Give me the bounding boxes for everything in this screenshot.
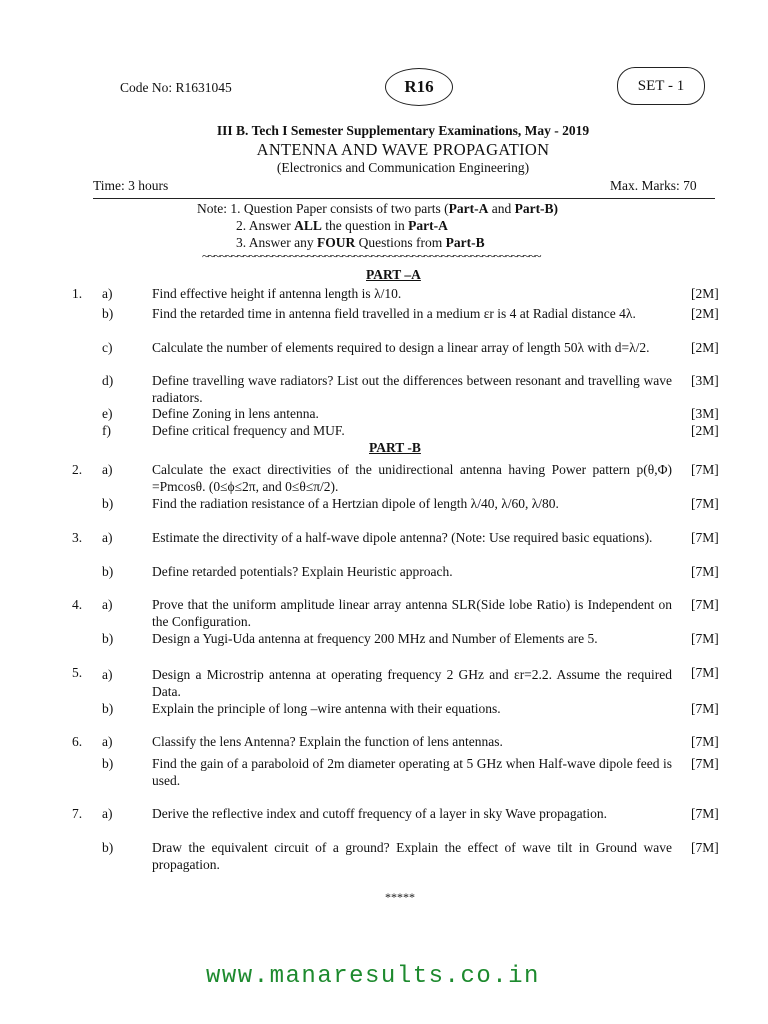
- exam-title: III B. Tech I Semester Supplementary Examinations, May - 2019: [216, 123, 590, 138]
- note-line-1: Note: 1. Question Paper consists of two parts (Part-A and Part-B): [197, 201, 559, 216]
- sub-label: b): [102, 306, 114, 321]
- marks: [7M]: [691, 806, 719, 821]
- question-text: Find effective height if antenna length is λ/10.: [152, 286, 402, 301]
- marks: [7M]: [691, 840, 719, 855]
- note-line-3: 3. Answer any FOUR Questions from Part-B: [236, 235, 485, 250]
- sub-label: a): [102, 667, 113, 682]
- question-text: Prove that the uniform amplitude linear array antenna SLR(Side lobe Ratio) is Independent on the Configuration.: [152, 597, 672, 629]
- question-text: Define Zoning in lens antenna.: [152, 406, 319, 421]
- question-number: 7.: [72, 806, 83, 821]
- sub-label: b): [102, 564, 114, 579]
- sub-label: a): [102, 806, 113, 821]
- marks: [7M]: [691, 496, 719, 511]
- sub-label: b): [102, 496, 114, 511]
- question-number: 5.: [72, 665, 83, 680]
- part-a-heading: PART –A: [366, 267, 421, 282]
- question-number: 1.: [72, 286, 83, 301]
- sub-label: a): [102, 530, 113, 545]
- marks: [2M]: [691, 306, 719, 321]
- question-number: 2.: [72, 462, 83, 477]
- question-text: Classify the lens Antenna? Explain the function of lens antennas.: [152, 734, 503, 749]
- question-text: Define retarded potentials? Explain Heuristic approach.: [152, 564, 453, 579]
- marks: [7M]: [691, 462, 719, 477]
- question-text: Find the retarded time in antenna field travelled in a medium εr is 4 at Radial distance 4λ.: [152, 306, 636, 321]
- note-line-2: 2. Answer ALL the question in Part-A: [236, 218, 448, 233]
- instructions: [197, 200, 558, 251]
- marks: [7M]: [691, 756, 719, 771]
- sub-label: b): [102, 840, 114, 855]
- marks: [7M]: [691, 631, 719, 646]
- code-number: Code No: R1631045: [120, 80, 232, 95]
- question-text: Define travelling wave radiators? List out the differences between resonant and travelling wave radiators.: [152, 373, 672, 405]
- question-text: Design a Yugi-Uda antenna at frequency 200 MHz and Number of Elements are 5.: [152, 631, 598, 646]
- regulation-badge: R16: [385, 68, 453, 106]
- set-badge: SET - 1: [617, 67, 705, 105]
- marks: [3M]: [691, 406, 719, 421]
- marks: [2M]: [691, 286, 719, 301]
- sub-label: a): [102, 462, 113, 477]
- marks: [7M]: [691, 597, 719, 612]
- sub-label: d): [102, 373, 114, 388]
- footer-website: www.manaresults.co.in: [206, 963, 540, 990]
- divider-tilde: ~~~~~~~~~~~~~~~~~~~~~~~~~~~~~~~~~~~~~~~~~~~~~~~~~~~~~~~~~~: [202, 248, 541, 263]
- marks: [3M]: [691, 373, 719, 388]
- question-number: 3.: [72, 530, 83, 545]
- sub-label: b): [102, 631, 114, 646]
- question-text: Calculate the number of elements required to design a linear array of length 50λ with d=λ/2.: [152, 340, 650, 355]
- sub-label: a): [102, 597, 113, 612]
- marks: [2M]: [691, 423, 719, 438]
- question-text: Find the radiation resistance of a Hertzian dipole of length λ/40, λ/60, λ/80.: [152, 496, 559, 511]
- question-text: Explain the principle of long –wire antenna with their equations.: [152, 701, 501, 716]
- header-rule: [93, 198, 715, 199]
- sub-label: f): [102, 423, 111, 438]
- department: (Electronics and Communication Engineering): [276, 160, 530, 175]
- sub-label: a): [102, 286, 113, 301]
- time-duration: Time: 3 hours: [93, 178, 169, 193]
- subject-title: ANTENNA AND WAVE PROPAGATION: [256, 140, 550, 159]
- marks: [2M]: [691, 340, 719, 355]
- end-mark: *****: [385, 890, 415, 904]
- sub-label: e): [102, 406, 113, 421]
- marks: [7M]: [691, 701, 719, 716]
- sub-label: c): [102, 340, 113, 355]
- sub-label: b): [102, 701, 114, 716]
- sub-label: a): [102, 734, 113, 749]
- question-text: Design a Microstrip antenna at operating frequency 2 GHz and εr=2.2. Assume the required Data.: [152, 667, 672, 699]
- question-text: Derive the reflective index and cutoff frequency of a layer in sky Wave propagation.: [152, 806, 607, 821]
- question-text: Find the gain of a paraboloid of 2m diameter operating at 5 GHz when Half-wave dipole feed is used.: [152, 756, 672, 788]
- question-number: 6.: [72, 734, 83, 749]
- marks: [7M]: [691, 564, 719, 579]
- marks: [7M]: [691, 734, 719, 749]
- sub-label: b): [102, 756, 114, 771]
- question-text: Estimate the directivity of a half-wave dipole antenna? (Note: Use required basic equations).: [152, 530, 653, 545]
- marks: [7M]: [691, 665, 719, 680]
- max-marks: Max. Marks: 70: [610, 178, 697, 193]
- question-text: Draw the equivalent circuit of a ground? Explain the effect of wave tilt in Ground wave propagation.: [152, 840, 672, 872]
- part-b-heading: PART -B: [369, 440, 421, 455]
- question-number: 4.: [72, 597, 83, 612]
- marks: [7M]: [691, 530, 719, 545]
- question-text: Calculate the exact directivities of the unidirectional antenna having Power pattern p(θ,Φ) =Pmcosθ. (0≤ϕ≤2π, and 0≤θ≤π/2).: [152, 462, 672, 494]
- question-text: Define critical frequency and MUF.: [152, 423, 345, 438]
